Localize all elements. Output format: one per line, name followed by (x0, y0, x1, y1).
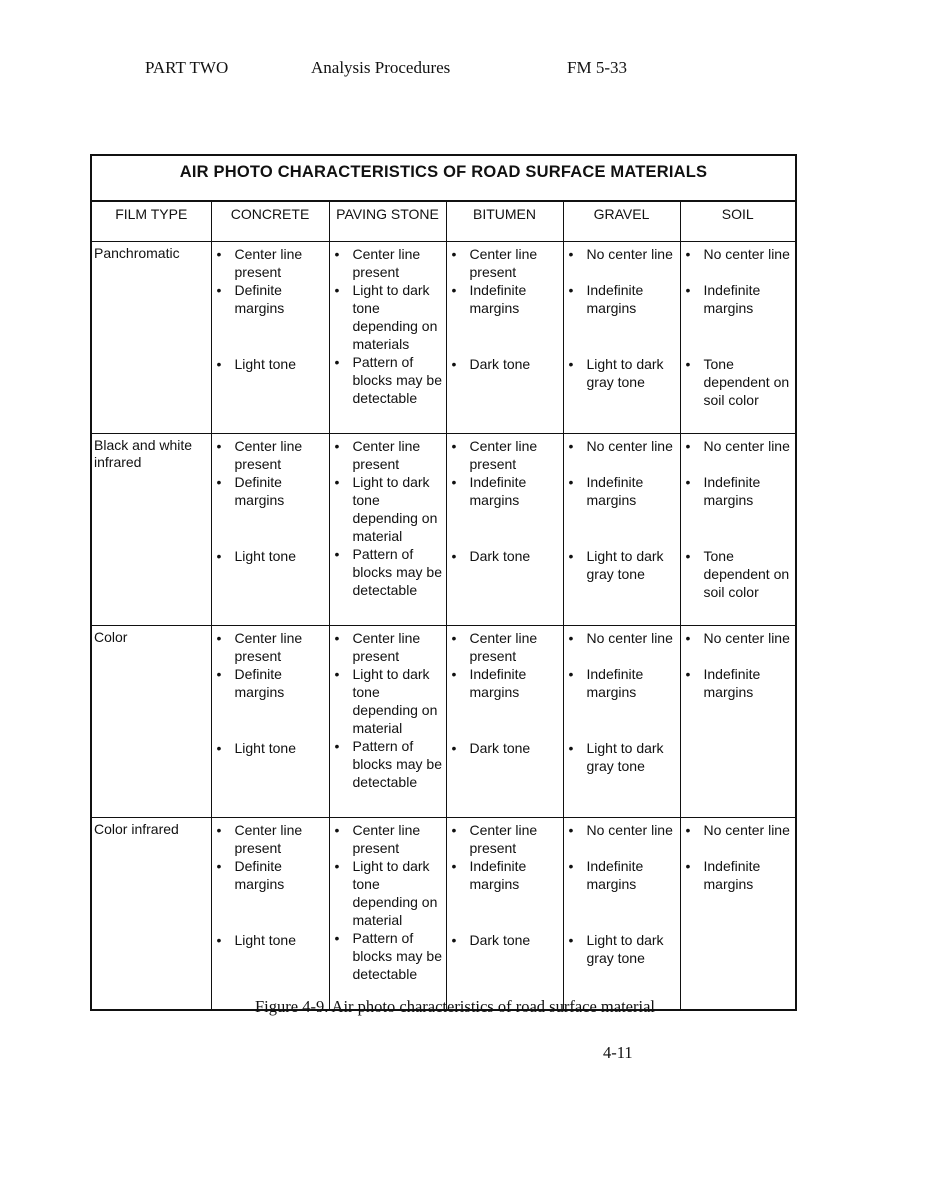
bullet-item: • Indefinite margins (447, 281, 563, 317)
soil-bullet-list (681, 434, 796, 601)
bullet-item: • Pattern of blocks may be detectable (330, 545, 446, 599)
film-type-cell: Black and white infrared (92, 434, 211, 626)
concrete-cell (211, 242, 329, 434)
paving-cell (329, 818, 446, 1010)
bullet-item: • Light to dark tone depending on materials (330, 281, 446, 353)
bullet-item: • Indefinite margins (564, 857, 680, 893)
gravel-bullet-list (564, 626, 680, 775)
paving-cell (329, 242, 446, 434)
soil-cell (680, 818, 795, 1010)
column-header-bitumen: BITUMEN (446, 202, 563, 242)
bitumen-cell (446, 242, 563, 434)
bullet-item: • Light tone (212, 739, 329, 775)
concrete-bullet-list (212, 434, 329, 583)
bullet-item: • Pattern of blocks may be detectable (330, 353, 446, 407)
bitumen-bullet-list (447, 434, 563, 583)
column-header-gravel: GRAVEL (563, 202, 680, 242)
bullet-item: • Light to dark gray tone (564, 547, 680, 583)
bullet-item: • Light to dark gray tone (564, 931, 680, 967)
bitumen-cell (446, 434, 563, 626)
column-header-film-type: FILM TYPE (92, 202, 211, 242)
bitumen-bullet-list (447, 242, 563, 391)
bullet-item: • Definite margins (212, 857, 329, 893)
table-row (92, 626, 795, 818)
table-row (92, 242, 795, 434)
gravel-cell (563, 434, 680, 626)
film-type-cell: Panchromatic (92, 242, 211, 434)
paving-cell (329, 434, 446, 626)
concrete-cell (211, 818, 329, 1010)
soil-bullet-list (681, 626, 796, 701)
paving-bullet-list (330, 818, 446, 983)
page-number: 4-11 (603, 1043, 633, 1062)
bullet-item: • Light to dark tone depending on material (330, 473, 446, 545)
bullet-item: • Indefinite margins (564, 473, 680, 509)
bullet-item: • Center line present (447, 629, 563, 665)
bullet-item: • Indefinite margins (564, 665, 680, 701)
gravel-cell (563, 626, 680, 818)
bitumen-bullet-list (447, 818, 563, 967)
bullet-item: • Dark tone (447, 355, 563, 391)
bullet-item: • Center line present (447, 245, 563, 281)
bullet-item: • Dark tone (447, 547, 563, 583)
bullet-item: • Center line present (330, 245, 446, 281)
bullet-item: • Center line present (447, 437, 563, 473)
column-header-concrete: CONCRETE (211, 202, 329, 242)
bullet-item: • Indefinite margins (681, 473, 796, 509)
bullet-item: • Pattern of blocks may be detectable (330, 929, 446, 983)
bullet-item: • Center line present (330, 821, 446, 857)
paving-bullet-list (330, 434, 446, 599)
concrete-cell (211, 626, 329, 818)
concrete-bullet-list (212, 242, 329, 391)
soil-bullet-list (681, 818, 796, 893)
bullet-item: • Center line present (212, 245, 329, 281)
bullet-item: • Indefinite margins (447, 665, 563, 701)
bullet-item: • Dark tone (447, 931, 563, 967)
bullet-item: • Pattern of blocks may be detectable (330, 737, 446, 791)
table-row (92, 818, 795, 1010)
bitumen-bullet-list (447, 626, 563, 775)
gravel-bullet-list (564, 434, 680, 583)
bullet-item: • Center line present (447, 821, 563, 857)
bullet-item: • No center line (681, 245, 796, 281)
bullet-item: • Center line present (212, 437, 329, 473)
bullet-item: • No center line (681, 437, 796, 473)
table-row (92, 434, 795, 626)
paving-cell (329, 626, 446, 818)
bullet-item: • No center line (564, 245, 680, 281)
bullet-item: • Indefinite margins (447, 473, 563, 509)
bullet-item: • No center line (681, 629, 796, 665)
concrete-bullet-list (212, 626, 329, 775)
bitumen-cell (446, 626, 563, 818)
bullet-item: • Definite margins (212, 665, 329, 701)
table-title: AIR PHOTO CHARACTERISTICS OF ROAD SURFACE MATERIALS (92, 156, 795, 202)
bullet-item: • Center line present (330, 437, 446, 473)
bullet-item: • Indefinite margins (681, 665, 796, 701)
bullet-item: • Indefinite margins (681, 857, 796, 893)
characteristics-grid (92, 202, 795, 1009)
bullet-item: • No center line (564, 629, 680, 665)
soil-cell (680, 434, 795, 626)
bullet-item: • Definite margins (212, 473, 329, 509)
bullet-item: • Light tone (212, 355, 329, 391)
bullet-item: • Tone dependent on soil color (681, 355, 796, 409)
bullet-item: • Light to dark gray tone (564, 739, 680, 775)
column-header-row (92, 202, 795, 242)
bullet-item: • Definite margins (212, 281, 329, 317)
header-section: Analysis Procedures (311, 58, 451, 77)
bullet-item: • Tone dependent on soil color (681, 547, 796, 601)
bullet-item: • Center line present (330, 629, 446, 665)
characteristics-table (90, 154, 797, 1011)
gravel-cell (563, 242, 680, 434)
header-part: PART TWO (145, 58, 229, 77)
bullet-item: • Light tone (212, 547, 329, 583)
film-type-cell: Color infrared (92, 818, 211, 1010)
soil-cell (680, 626, 795, 818)
paving-bullet-list (330, 242, 446, 407)
bullet-item: • Indefinite margins (681, 281, 796, 317)
header-manual-number: FM 5-33 (567, 58, 627, 77)
bullet-item: • Center line present (212, 629, 329, 665)
soil-bullet-list (681, 242, 796, 409)
figure-caption: Figure 4-9. Air photo characteristics of road surface material (255, 997, 655, 1016)
gravel-cell (563, 818, 680, 1010)
bitumen-cell (446, 818, 563, 1010)
gravel-bullet-list (564, 818, 680, 967)
bullet-item: • Light to dark gray tone (564, 355, 680, 391)
concrete-cell (211, 434, 329, 626)
bullet-item: • Dark tone (447, 739, 563, 775)
bullet-item: • Light to dark tone depending on material (330, 665, 446, 737)
bullet-item: • No center line (564, 821, 680, 857)
soil-cell (680, 242, 795, 434)
bullet-item: • No center line (681, 821, 796, 857)
bullet-item: • Light tone (212, 931, 329, 967)
bullet-item: • No center line (564, 437, 680, 473)
concrete-bullet-list (212, 818, 329, 967)
film-type-cell: Color (92, 626, 211, 818)
paving-bullet-list (330, 626, 446, 791)
gravel-bullet-list (564, 242, 680, 391)
bullet-item: • Light to dark tone depending on material (330, 857, 446, 929)
bullet-item: • Center line present (212, 821, 329, 857)
bullet-item: • Indefinite margins (564, 281, 680, 317)
bullet-item: • Indefinite margins (447, 857, 563, 893)
column-header-soil: SOIL (680, 202, 795, 242)
column-header-paving-stone: PAVING STONE (329, 202, 446, 242)
